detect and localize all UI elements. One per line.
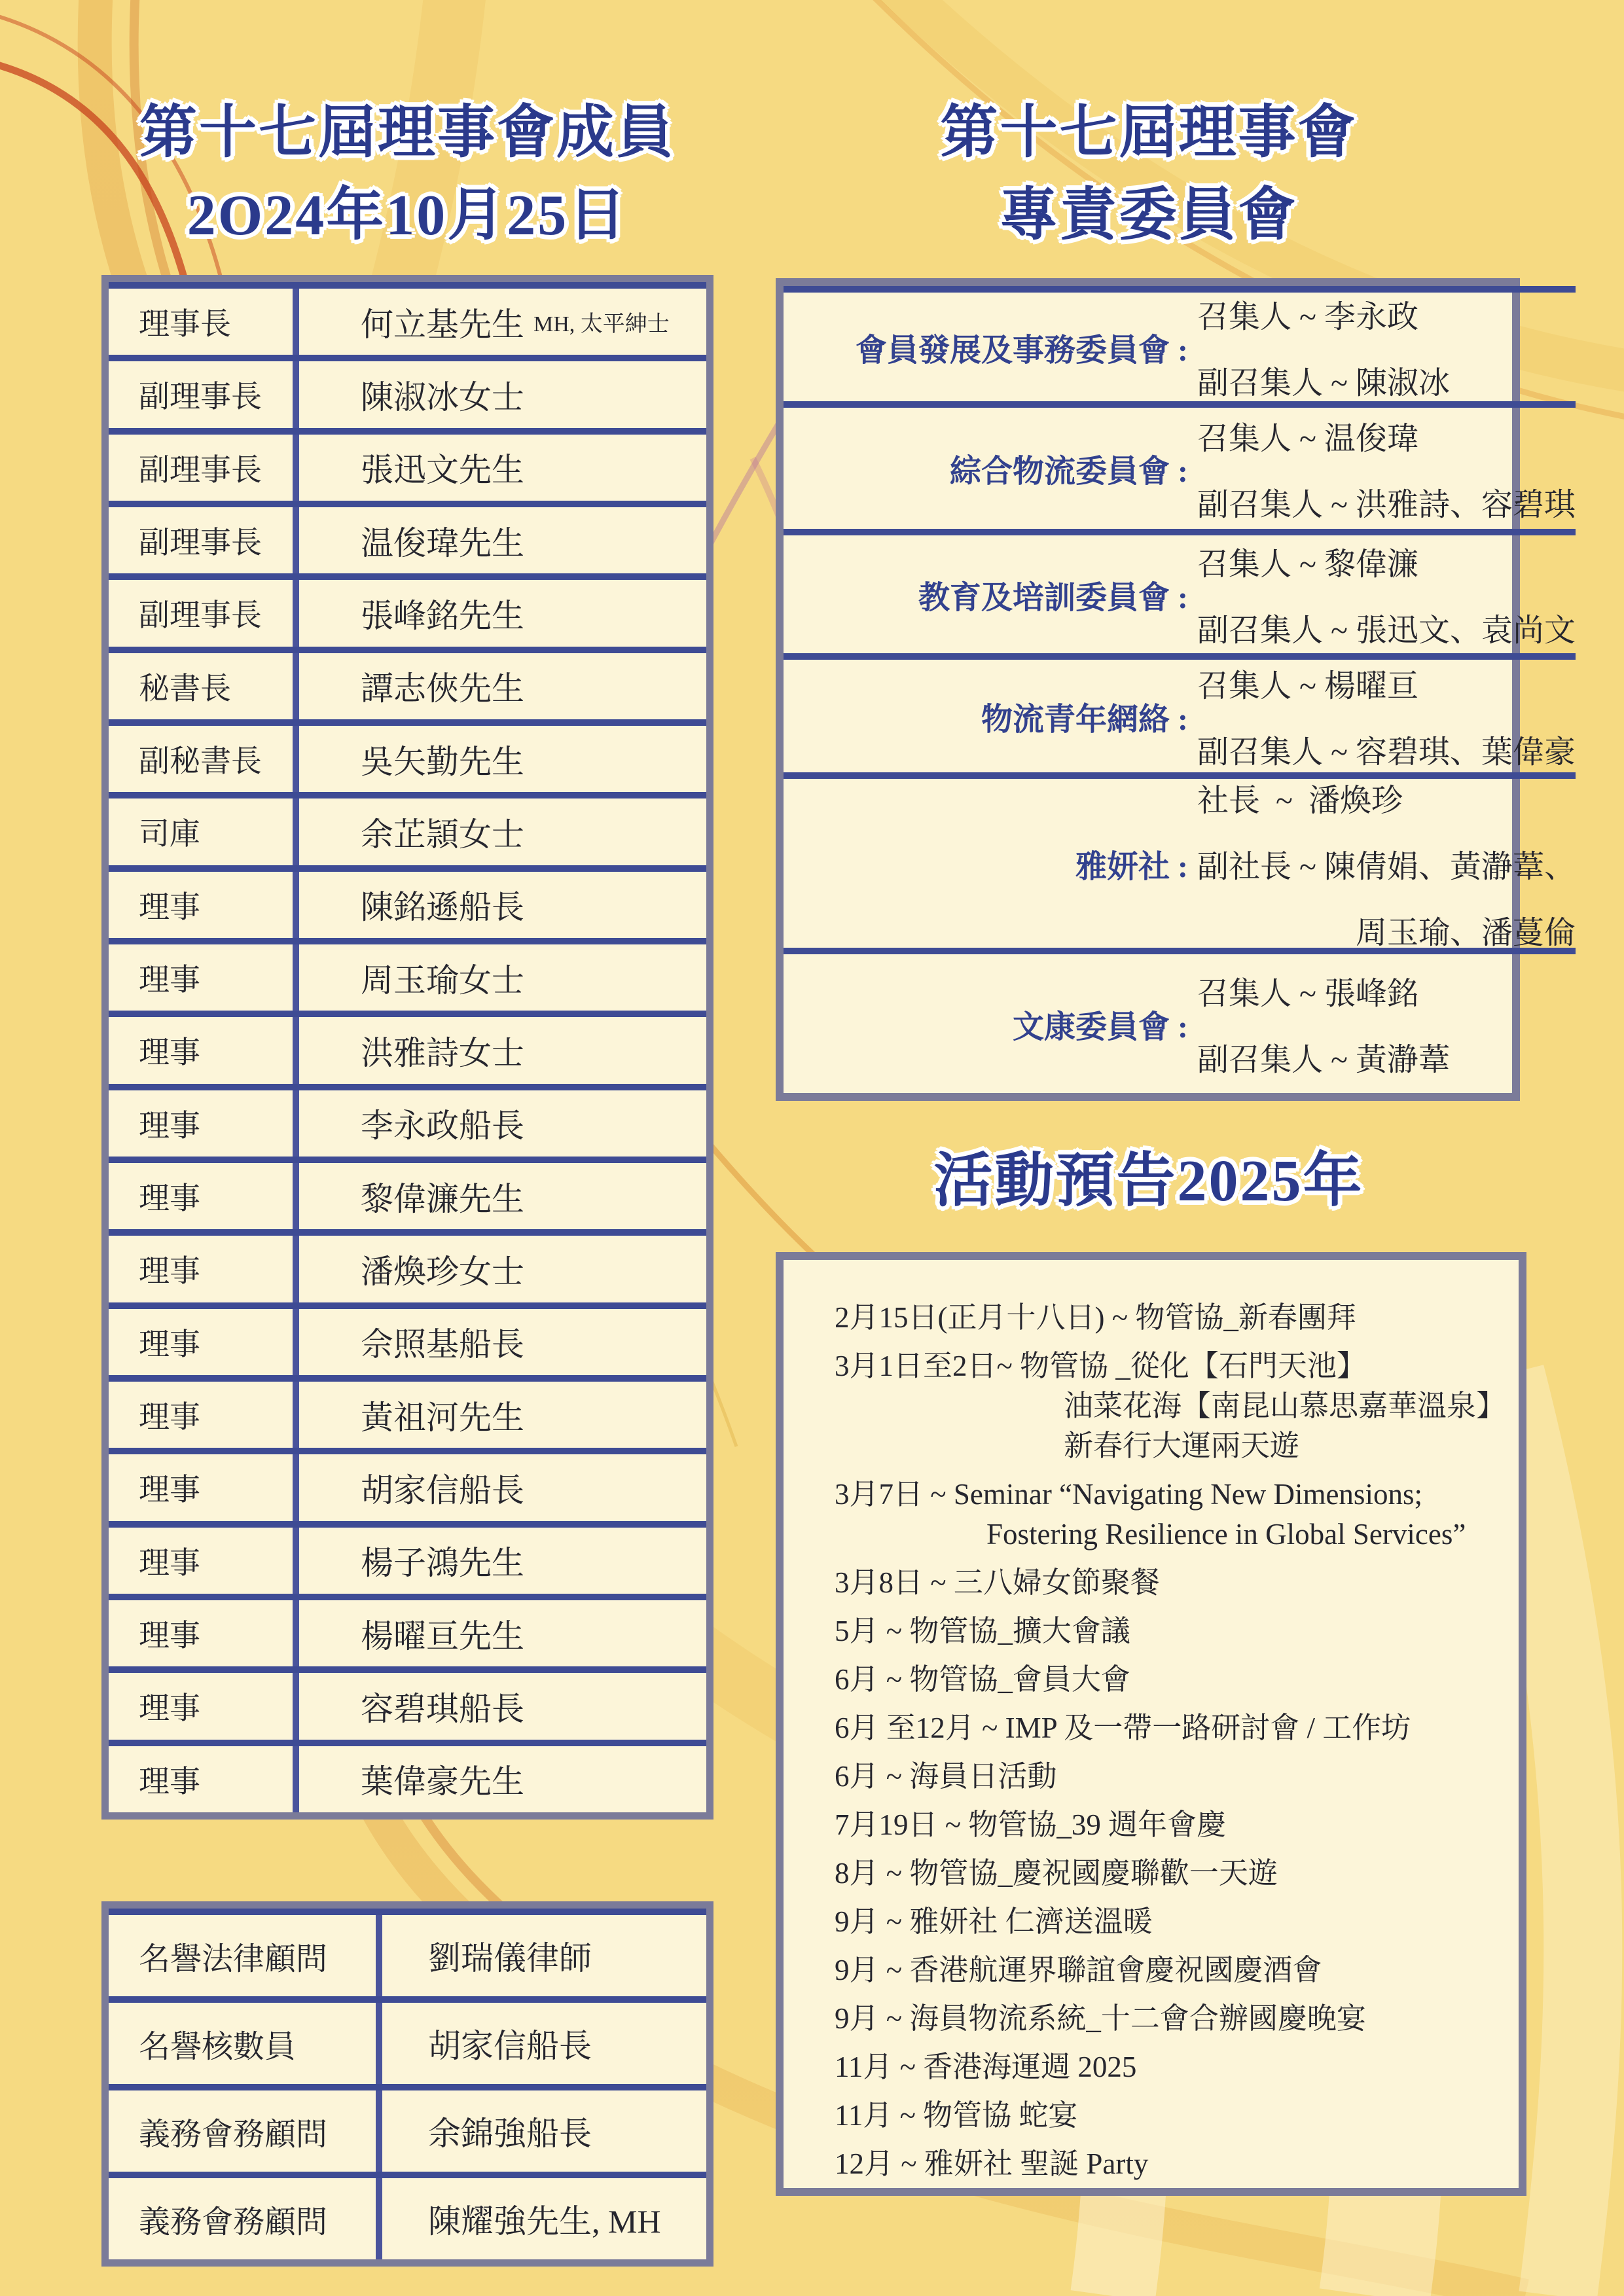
committee-name: 物流青年網絡 : xyxy=(981,702,1188,737)
name-cell xyxy=(299,435,706,501)
committee-section xyxy=(784,286,1576,401)
position-cell: 司庫 xyxy=(109,798,299,865)
name-cell: 陳耀強先生, MH xyxy=(428,2203,661,2240)
member-name: 陳淑冰女士 xyxy=(361,378,524,416)
name-cell xyxy=(299,1236,706,1302)
position-cell: 義務會務顧問 xyxy=(109,2178,382,2259)
table-row xyxy=(109,938,706,1011)
committee-name: 會員發展及事務委員會 : xyxy=(856,332,1188,368)
committee-line: 副召集人 ~ 張迅文、袁尚文 xyxy=(1197,613,1576,648)
table-row xyxy=(109,2084,706,2172)
table-row xyxy=(109,647,706,719)
member-name: 容碧琪船長 xyxy=(361,1690,524,1727)
event-line: 2月15日(正月十八日) ~ 物管協_新春團拜 xyxy=(835,1301,1356,1334)
table-row xyxy=(109,865,706,938)
event-line: 12月 ~ 雅妍社 聖誕 Party xyxy=(835,2147,1149,2180)
position-cell: 理事 xyxy=(109,1090,299,1157)
events-title-text: 活動預告2025年 xyxy=(933,1149,1364,1213)
member-name: 佘照基船長 xyxy=(361,1326,524,1363)
member-name: 黃祖河先生 xyxy=(361,1399,524,1436)
name-cell xyxy=(299,872,706,938)
member-name: 余芷頴女士 xyxy=(361,816,524,853)
member-name: 陳銘遜船長 xyxy=(361,889,524,926)
name-cell: 胡家信船長 xyxy=(428,2028,592,2064)
table-row xyxy=(109,1521,706,1594)
position-cell: 理事 xyxy=(109,1454,299,1520)
member-name: 何立基先生 xyxy=(361,306,524,343)
position-cell: 理事 xyxy=(109,1746,299,1812)
committee-line: 副召集人 ~ 容碧琪、葉偉豪 xyxy=(1197,735,1576,770)
event-line: 3月8日 ~ 三八婦女節聚餐 xyxy=(835,1566,1160,1599)
position-cell: 副理事長 xyxy=(109,580,299,646)
event-line: 9月 ~ 雅妍社 仁濟送溫暖 xyxy=(835,1905,1153,1938)
committee-section xyxy=(784,948,1576,1093)
committee-lines xyxy=(1197,291,1450,403)
member-name: 温俊瑋先生 xyxy=(361,524,524,562)
event-line: 8月 ~ 物管協_慶祝國慶聯歡一天遊 xyxy=(835,1857,1278,1890)
right-title-line1: 第十七屆理事會 xyxy=(940,101,1358,165)
member-honorific: MH, 太平紳士 xyxy=(533,312,670,337)
committee-line: 召集人 ~ 李永政 xyxy=(1197,300,1418,334)
committee-lines xyxy=(1197,968,1450,1079)
committee-section xyxy=(784,529,1576,653)
table-row xyxy=(109,792,706,865)
name-cell xyxy=(299,653,706,719)
event-line: 6月 ~ 物管協_會員大會 xyxy=(835,1663,1130,1696)
left-title-line1: 第十七屆理事會成員 xyxy=(139,101,676,165)
table-row xyxy=(109,1011,706,1083)
event-line: 6月 ~ 海員日活動 xyxy=(835,1760,1057,1793)
position-cell: 理事 xyxy=(109,1017,299,1083)
committee-name: 綜合物流委員會 : xyxy=(950,454,1188,489)
left-title xyxy=(101,99,713,250)
committee-line: 副社長 ~ 陳倩娟、黃瀞葦、 xyxy=(1197,849,1576,884)
position-cell: 理事 xyxy=(109,1673,299,1739)
name-cell xyxy=(299,361,706,427)
position-cell: 名譽法律顧問 xyxy=(109,1915,382,1996)
position-cell: 副理事長 xyxy=(109,435,299,501)
right-title-line2: 專責委員會 xyxy=(1000,183,1298,247)
event-line: 5月 ~ 物管協_擴大會議 xyxy=(835,1615,1130,1647)
name-cell: 劉瑞儀律師 xyxy=(428,1940,592,1977)
position-cell: 副理事長 xyxy=(109,507,299,573)
position-cell: 理事長 xyxy=(109,289,299,355)
table-row xyxy=(109,1375,706,1448)
table-row xyxy=(109,1594,706,1666)
right-title xyxy=(776,99,1522,250)
member-name: 譚志俠先生 xyxy=(361,670,524,708)
name-cell xyxy=(299,798,706,865)
name-cell xyxy=(299,1309,706,1375)
event-line: 9月 ~ 海員物流系統_十二會合辦國慶晚宴 xyxy=(835,2002,1366,2035)
committee-section xyxy=(784,772,1576,948)
name-cell xyxy=(299,1528,706,1594)
table-row xyxy=(109,1302,706,1375)
member-name: 潘煥珍女士 xyxy=(361,1253,524,1290)
committee-line: 周玉瑜、潘蔓倫 xyxy=(1355,915,1576,950)
table-row xyxy=(109,1996,706,2084)
committee-name: 雅妍社 : xyxy=(1075,849,1188,884)
name-cell xyxy=(299,1673,706,1739)
name-cell xyxy=(299,1017,706,1083)
position-cell: 理事 xyxy=(109,1163,299,1229)
position-cell: 理事 xyxy=(109,1382,299,1448)
table-row xyxy=(109,2172,706,2259)
name-cell xyxy=(299,289,706,355)
committee-line: 召集人 ~ 黎偉濂 xyxy=(1197,547,1418,582)
member-name: 吳矢勤先生 xyxy=(361,743,524,780)
events-title xyxy=(776,1147,1522,1216)
name-cell: 余錦強船長 xyxy=(428,2115,592,2152)
table-row xyxy=(109,428,706,501)
event-line: 3月1日至2日~ 物管協 _從化【石門天池】 xyxy=(835,1350,1366,1382)
position-cell: 理事 xyxy=(109,872,299,938)
position-cell: 副理事長 xyxy=(109,361,299,427)
member-name: 李永政船長 xyxy=(361,1107,524,1145)
position-cell: 副秘書長 xyxy=(109,726,299,792)
name-cell xyxy=(299,1600,706,1666)
name-cell xyxy=(299,580,706,646)
event-line: 11月 ~ 物管協 蛇宴 xyxy=(835,2099,1078,2132)
table-row xyxy=(109,1229,706,1302)
board-members-table xyxy=(101,275,713,1820)
member-name: 周玉瑜女士 xyxy=(361,961,524,999)
position-cell: 名譽核數員 xyxy=(109,2003,382,2084)
position-cell: 理事 xyxy=(109,1528,299,1594)
position-cell: 理事 xyxy=(109,944,299,1011)
member-name: 張迅文先生 xyxy=(361,452,524,489)
committee-line: 副召集人 ~ 陳淑冰 xyxy=(1197,366,1450,401)
committee-line: 召集人 ~ 楊曜亘 xyxy=(1197,669,1418,704)
position-cell: 理事 xyxy=(109,1309,299,1375)
committee-name: 文康委員會 : xyxy=(1013,1009,1188,1045)
event-line: 6月 至12月 ~ IMP 及一帶一路研討會 / 工作坊 xyxy=(835,1712,1411,1744)
name-cell xyxy=(299,944,706,1011)
table-row xyxy=(109,355,706,427)
committee-line: 副召集人 ~ 洪雅詩、容碧琪 xyxy=(1197,487,1576,522)
committee-lines xyxy=(1197,539,1576,650)
committee-section xyxy=(784,401,1576,529)
member-name: 洪雅詩女士 xyxy=(361,1034,524,1071)
table-row xyxy=(109,719,706,792)
committee-line: 社長 ~ 潘煥珍 xyxy=(1197,783,1403,818)
committee-line: 副召集人 ~ 黃瀞葦 xyxy=(1197,1043,1450,1077)
member-name: 楊曜亘先生 xyxy=(361,1617,524,1655)
table-row xyxy=(109,1666,706,1739)
name-cell xyxy=(299,726,706,792)
committee-lines xyxy=(1197,775,1576,952)
committee-section xyxy=(784,653,1576,772)
name-cell xyxy=(299,1163,706,1229)
member-name: 葉偉豪先生 xyxy=(361,1763,524,1801)
advisors-table xyxy=(101,1901,713,2267)
member-name: 張峰銘先生 xyxy=(361,597,524,634)
event-line: 新春行大運兩天遊 xyxy=(1064,1429,1300,1462)
committee-name: 教育及培訓委員會 : xyxy=(918,580,1188,615)
events-panel xyxy=(776,1252,1526,2196)
event-line: Fostering Resilience in Global Services” xyxy=(986,1518,1466,1551)
event-line: 油菜花海【南昆山慕思嘉華溫泉】 xyxy=(1064,1390,1506,1422)
position-cell: 義務會務顧問 xyxy=(109,2090,382,2172)
committee-line: 召集人 ~ 温俊瑋 xyxy=(1197,421,1418,456)
position-cell: 秘書長 xyxy=(109,653,299,719)
table-row xyxy=(109,282,706,355)
committee-panel xyxy=(776,278,1576,1101)
name-cell xyxy=(299,1090,706,1157)
table-row xyxy=(109,501,706,573)
position-cell: 理事 xyxy=(109,1236,299,1302)
committee-line: 召集人 ~ 張峰銘 xyxy=(1197,977,1418,1011)
event-line: 9月 ~ 香港航運界聯誼會慶祝國慶酒會 xyxy=(835,1954,1322,1986)
name-cell xyxy=(299,507,706,573)
member-name: 胡家信船長 xyxy=(361,1471,524,1509)
name-cell xyxy=(299,1746,706,1812)
event-line: 11月 ~ 香港海運週 2025 xyxy=(835,2051,1137,2083)
event-line: 7月19日 ~ 物管協_39 週年會慶 xyxy=(835,1808,1227,1841)
table-row xyxy=(109,1084,706,1157)
position-cell: 理事 xyxy=(109,1600,299,1666)
table-row xyxy=(109,573,706,646)
left-title-line2: 2O24年10月25日 xyxy=(187,183,628,247)
table-row xyxy=(109,1448,706,1520)
member-name: 楊子鴻先生 xyxy=(361,1545,524,1582)
name-cell xyxy=(299,1382,706,1448)
committee-lines xyxy=(1197,413,1576,524)
committee-lines xyxy=(1197,660,1576,772)
member-name: 黎偉濂先生 xyxy=(361,1180,524,1217)
table-row xyxy=(109,1157,706,1229)
name-cell xyxy=(299,1454,706,1520)
event-line: 3月7日 ~ Seminar “Navigating New Dimensions; xyxy=(835,1478,1422,1511)
table-row xyxy=(109,1909,706,1996)
table-row xyxy=(109,1740,706,1812)
